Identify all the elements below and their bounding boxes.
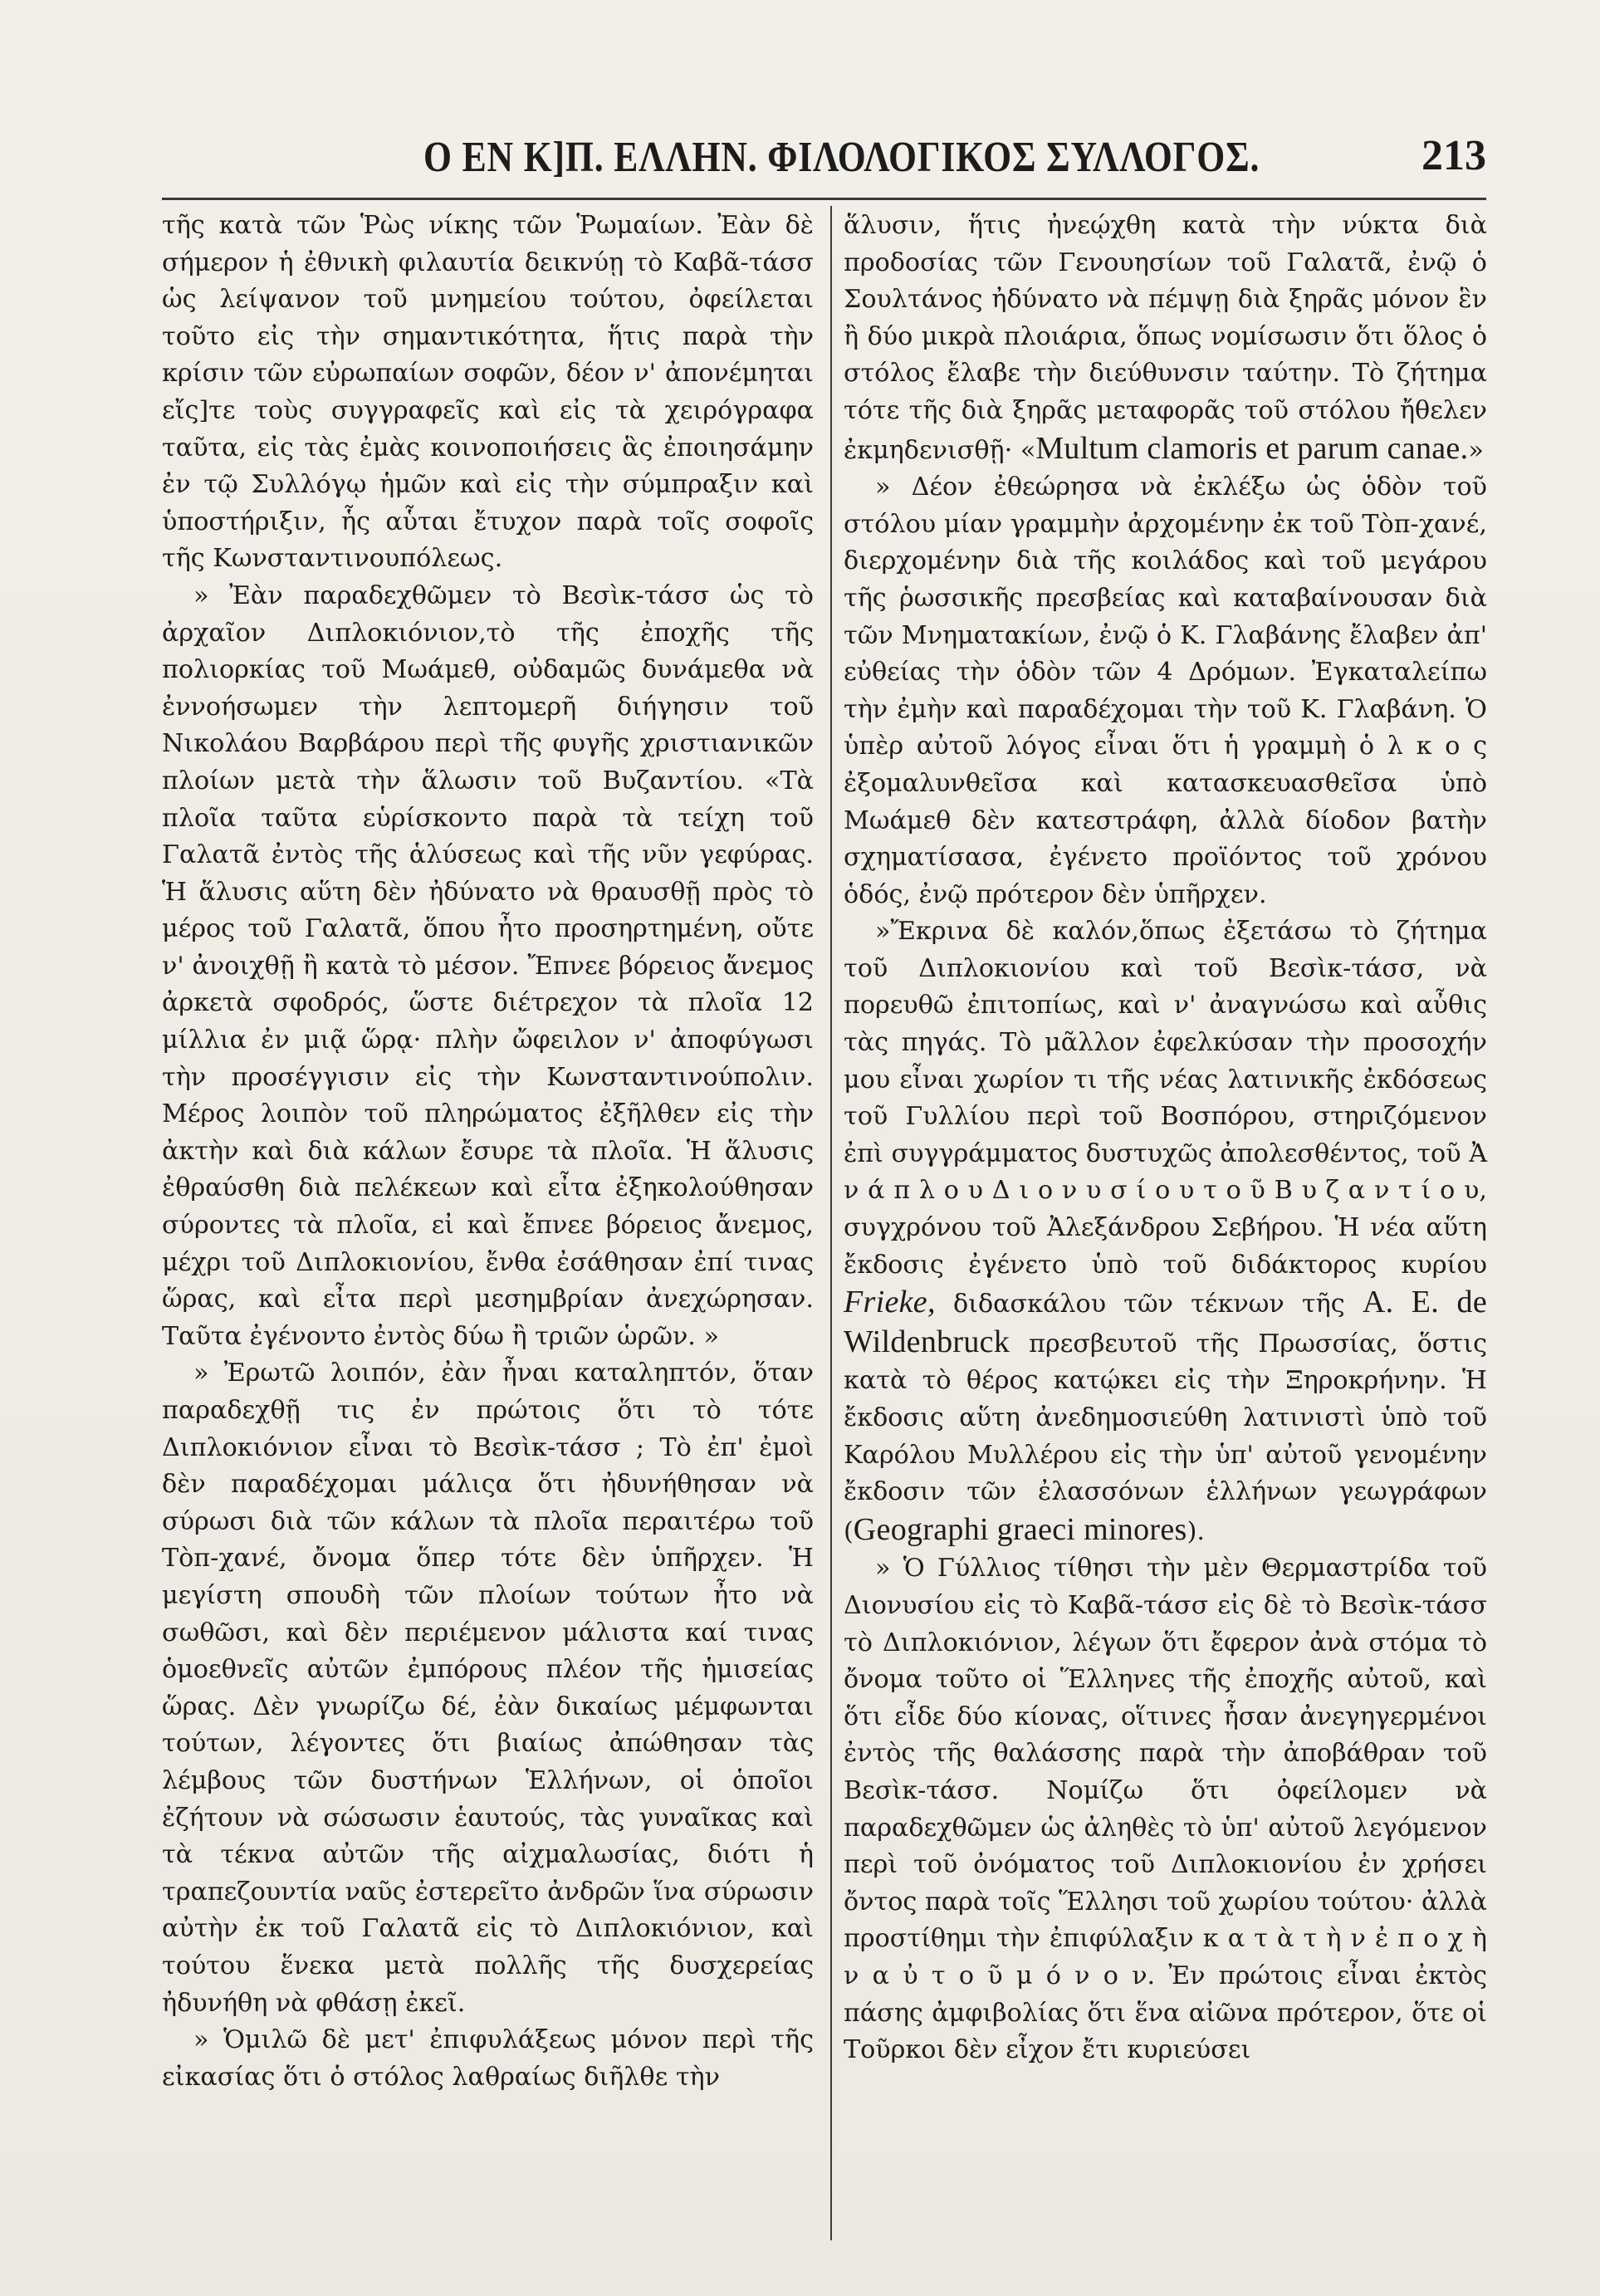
text-run: ἅλυσιν, ἥτις ἠνεῴχθη κατὰ τὴν νύκτα διὰ προδοσίας τῶν Γενουησίων τοῦ Γαλατᾶ, ἐνῷ ὁ Σουλτάνος ἠδύνατο νὰ πέμψῃ διὰ ξηρᾶς μόνον ἓν ἢ δύο μικρὰ πλοιάρια, ὅπως νομίσωσιν ὅτι ὅλος ὁ στόλος ἔλαβε τὴν διεύθυνσιν ταύτην. Τὸ ζήτημα τότε τῆς διὰ ξηρᾶς μεταφορᾶς τοῦ στόλου ἤθελεν ἐκμηδενισθῇ· « bbox=[844, 211, 1487, 465]
latin-name: A. E. de Wildenbruck bbox=[844, 1285, 1487, 1359]
page-number: 213 bbox=[1421, 132, 1486, 179]
paragraph: » Ἐὰν παραδεχθῶμεν τὸ Βεσὶκ-τάσσ ὡς τὸ ἀρχαῖον Διπλοκιόνιον,τὸ τῆς ἐποχῆς τῆς πολιορκίας τοῦ Μωάμεθ, οὐδαμῶς δυνάμεθα νὰ ἐννοήσωμεν τὴν λεπτομερῆ διήγησιν τοῦ Νικολάου Βαρβάρου περὶ τῆς φυγῆς χριστιανικῶν πλοίων μετὰ τὴν ἅλωσιν τοῦ Βυζαντίου. «Τὰ πλοῖα ταῦτα εὑρίσκοντο παρὰ τὰ τείχη τοῦ Γαλατᾶ ἐντὸς τῆς ἁλύσεως καὶ τῆς νῦν γεφύρας. Ἡ ἅλυσις αὕτη δὲν ἠδύνατο νὰ θραυσθῇ πρὸς τὸ μέρος τοῦ Γαλατᾶ, ὅπου ἦτο προσηρτημένη, οὔτε ν' ἀνοιχθῇ ἢ κατὰ τὸ μέσον. Ἔπνεε βόρειος ἄνεμος ἀρκετὰ σφοδρός, ὥστε διέτρεχον τὰ πλοῖα 12 μίλλια ἐν μιᾷ ὥρᾳ· πλὴν ὤφειλον ν' ἀποφύγωσι τὴν προσέγγισιν εἰς τὴν Κωνσταντινούπολιν. Μέρος λοιπὸν τοῦ πληρώματος ἐξῆλθεν εἰς τὴν ἀκτὴν καὶ διὰ κάλων ἔσυρε τὰ πλοῖα. Ἡ ἅλυσις ἐθραύσθη διὰ πελέκεων καὶ εἶτα ἐξηκολούθησαν σύροντες τὰ πλοῖα, εἰ καὶ ἔπνεε βόρειος ἄνεμος, μέχρι τοῦ Διπλοκιονίου, ἔνθα ἐσάθησαν ἐπί τινας ὥρας, καὶ εἶτα περὶ μεσημβρίαν ἀνεχώρησαν. Ταῦτα ἐγένοντο ἐντὸς δύω ἢ τριῶν ὡρῶν. » bbox=[162, 580, 814, 1351]
header-rule bbox=[162, 198, 1486, 200]
text-run: πρεσβευτοῦ τῆς Πρωσσίας, ὅστις κατὰ τὸ θέρος κατῴκει εἰς τὴν Ξηροκρήνην. Ἡ ἔκδοσις αὕτη ἀνεδημοσιεύθη λατινιστὶ ὑπὸ τοῦ Καρόλου Μυλλέρου εἰς τὴν ὑπ' αὐτοῦ γενομένην ἔκδοσιν τῶν ἐλασσόνων ἑλλήνων γεωγράφων ( bbox=[844, 1329, 1487, 1546]
right-column bbox=[844, 208, 1487, 2069]
text-run: ). bbox=[1187, 1516, 1205, 1546]
text-run: διδασκάλου τῶν τέκνων τῆς bbox=[952, 1290, 1345, 1319]
paragraph: τῆς κατὰ τῶν Ῥὼς νίκης τῶν Ῥωμαίων. Ἐὰν δὲ σήμερον ἡ ἐθνικὴ φιλαυτία δεικνύῃ τὸ Καβᾶ-τάσσ ὡς λείψανον τοῦ μνημείου τούτου, ὀφείλεται τοῦτο εἰς τὴν σημαντικότητα, ἥτις παρὰ τὴν κρίσιν τῶν εὐρωπαίων σοφῶν, δέον ν' ἀπονέμηται εἴς]τε τοὺς συγγραφεῖς καὶ εἰς τὰ χειρόγραφα ταῦτα, εἰς τὰς ἐμὰς κοινοποιήσεις ἃς ἐποιησάμην ἐν τῷ Συλλόγῳ ἡμῶν καὶ εἰς τὴν σύμπραξιν καὶ ὑποστήριξιν, ἧς αὗται ἔτυχον παρὰ τοῖς σοφοῖς τῆς Κωνσταντινουπόλεως. bbox=[162, 211, 814, 574]
text-run: »Ἔκρινα δὲ καλόν,ὅπως ἐξετάσω τὸ ζήτημα τοῦ Διπλοκιονίου καὶ τοῦ Βεσὶκ-τάσσ, νὰ πορευθῶ ἐπιτοπίως, καὶ ν' ἀναγνώσω καὶ αὖθις τὰς πηγάς. Τὸ μᾶλλον ἐφελκύσαν τὴν προσοχήν μου εἶναι χωρίον τι τῆς νέας λατινικῆς ἐκδόσεως τοῦ Γυλλίου περὶ τοῦ Βοσπόρου, στηριζόμενον ἐπὶ συγγράμματος δυστυχῶς ἀπολεσθέντος, τοῦ Ἀ ν ά π λ ο υ Δ ι ο ν υ σ ί ο υ τ ο ῦ Β υ ζ α ν τ ί ο υ, συγχρόνου τοῦ Ἀλεξάνδρου Σεβήρου. Ἡ νέα αὕτη ἔκδοσις ἐγένετο ὑπὸ τοῦ διδάκτορος κυρίου bbox=[844, 917, 1487, 1280]
left-column bbox=[162, 208, 814, 2096]
journal-title: Ο ΕΝ Κ]Π. ΕΛΛΗΝ. ΦΙΛΟΛΟΓΙΚΟΣ ΣΥΛΛΟΓΟΣ. bbox=[423, 134, 1260, 181]
latin-name: Frieke, bbox=[844, 1285, 936, 1320]
paragraph bbox=[844, 208, 1487, 469]
paragraph: » Ἐρωτῶ λοιπόν, ἐὰν ἦναι καταληπτόν, ὅταν παραδεχθῇ τις ἐν πρώτοις ὅτι τὸ τότε Διπλοκιόνιον εἶναι τὸ Βεσὶκ-τάσσ ; Τὸ ἐπ' ἐμοὶ δὲν παραδέχομαι μάλιςα ὅτι ἠδυνήθησαν νὰ σύρωσι διὰ τῶν κάλων τὰ πλοῖα περαιτέρω τοῦ Τὸπ-χανέ, ὄνομα ὅπερ τότε δὲν ὑπῆρχεν. Ἡ μεγίστη σπουδὴ τῶν πλοίων τούτων ἦτο νὰ σωθῶσι, καὶ δὲν περιέμενον μάλιστα καί τινας ὁμοεθνεῖς αὐτῶν ἐμπόρους πλέον τῆς ἡμισείας ὥρας. Δὲν γνωρίζω δέ, ἐὰν δικαίως μέμφωνται τούτων, λέγοντες ὅτι βιαίως ἀπώθησαν τὰς λέμβους τῶν δυστήνων Ἑλλήνων, οἱ ὁποῖοι ἐζήτουν νὰ σώσωσιν ἑαυτούς, τὰς γυναῖκας καὶ τὰ τέκνα αὐτῶν τῆς αἰχμαλωσίας, διότι ἡ τραπεζουντία ναῦς ἐστερεῖτο ἀνδρῶν ἵνα σύρωσιν αὐτὴν ἐκ τοῦ Γαλατᾶ εἰς τὸ Διπλοκιόνιον, καὶ τούτου ἕνεκα μετὰ πολλῆς τῆς δυσχερείας ἠδυνήθη νὰ φθάσῃ ἐκεῖ. bbox=[162, 1359, 814, 2018]
column-divider bbox=[830, 206, 832, 2240]
latin-title: Geographi graeci minores bbox=[853, 1511, 1187, 1547]
paragraph: » Ὁμιλῶ δὲ μετ' ἐπιφυλάξεως μόνον περὶ τῆς εἰκασίας ὅτι ὁ στόλος λαθραίως διῆλθε τὴν bbox=[162, 2025, 814, 2092]
paragraph bbox=[844, 913, 1487, 1550]
running-header bbox=[158, 125, 1486, 183]
paragraph: » Δέον ἐθεώρησα νὰ ἐκλέξω ὡς ὁδὸν τοῦ στόλου μίαν γραμμὴν ἀρχομένην ἐκ τοῦ Τὸπ-χανέ, διερχομένην διὰ τῆς κοιλάδος καὶ τοῦ μεγάρου τῆς ῥωσσικῆς πρεσβείας καὶ καταβαίνουσαν διὰ τῶν Μνηματακίων, ἐνῷ ὁ Κ. Γλαβάνης ἔλαβεν ἀπ' εὐθείας τὴν ὁδὸν τῶν 4 Δρόμων. Ἐγκαταλείπω τὴν ἐμὴν καὶ παραδέχομαι τὴν τοῦ Κ. Γλαβάνη. Ὁ ὑπὲρ αὐτοῦ λόγος εἶναι ὅτι ἡ γραμμὴ ὁ λ κ ο ς ἐξομαλυνθεῖσα καὶ κατασκευασθεῖσα ὑπὸ Μωάμεθ δὲν κατεστράφη, ἀλλὰ δίοδον βατὴν σχηματίσασα, ἐγένετο προϊόντος τοῦ χρόνου ὁδός, ἐνῷ πρότερον δὲν ὑπῆρχεν. bbox=[844, 472, 1487, 909]
text-run: » bbox=[1468, 435, 1484, 465]
latin-quote: Multum clamoris et parum canae. bbox=[1035, 430, 1469, 466]
paragraph: » Ὁ Γύλλιος τίθησι τὴν μὲν Θερμαστρίδα τοῦ Διονυσίου εἰς τὸ Καβᾶ-τάσσ εἰς δὲ τὸ Βεσὶκ-τάσσ τὸ Διπλοκιόνιον, λέγων ὅτι ἔφερον ἀνὰ στόμα τὸ ὄνομα τοῦτο οἱ Ἕλληνες τῆς ἐποχῆς αὐτοῦ, καὶ ὅτι εἶδε δύο κίονας, οἵτινες ἦσαν ἀνεγηγερμένοι ἐντὸς τῆς θαλάσσης παρὰ τὴν ἀποβάθραν τοῦ Βεσὶκ-τάσσ. Νομίζω ὅτι ὀφείλομεν νὰ παραδεχθῶμεν ὡς ἀληθὲς τὸ ὑπ' αὐτοῦ λεγόμενον περὶ τοῦ ὀνόματος τοῦ Διπλοκιονίου ἐν χρήσει ὄντος παρὰ τοῖς Ἕλλησι τοῦ χωρίου τούτου· ἀλλὰ προστίθημι τὴν ἐπιφύλαξιν κ α τ ὰ τ ὴ ν ἐ π ο χ ὴ ν α ὐ τ ο ῦ μ ό ν ο ν. Ἐν πρώτοις εἶναι ἐκτὸς πάσης ἀμφιβολίας ὅτι ἕνα αἰῶνα πρότερον, ὅτε οἱ Τοῦρκοι δὲν εἶχον ἔτι κυριεύσει bbox=[844, 1554, 1487, 2065]
